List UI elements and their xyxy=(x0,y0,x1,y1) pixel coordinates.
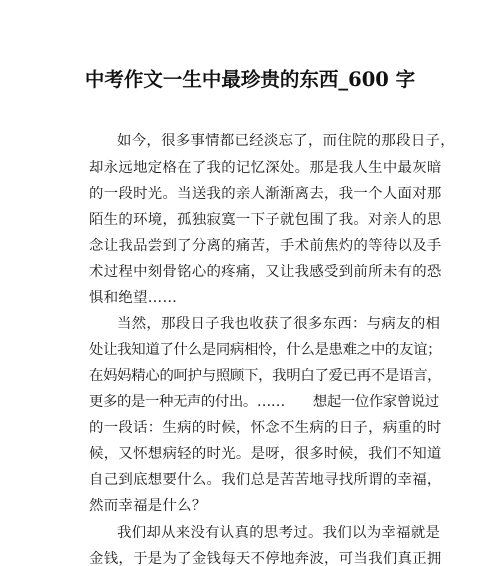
text-line: 念让我品尝到了分离的痛苦，手术前焦灼的等待以及手 xyxy=(89,238,442,254)
text-line: 处让我知道了什么是同病相怜，什么是患难之中的友谊； xyxy=(89,342,442,358)
text-line: 更多的是一种无声的付出。…… 想起一位作家曾说过 xyxy=(89,394,439,410)
text-line: 术过程中刻骨铭心的疼痛，又让我感受到前所未有的恐 xyxy=(89,264,442,280)
text-line: 当然，那段日子我也收获了很多东西：与病友的相 xyxy=(117,316,441,332)
text-line: 的一段话：生病的时候，怀念不生病的日子，病重的时 xyxy=(89,420,442,436)
text-line: 候，又怀想病轻的时光。是呀，很多时候，我们不知道 xyxy=(89,446,442,462)
text-line: 陌生的环境，孤独寂寞一下子就包围了我。对亲人的思 xyxy=(89,212,442,228)
text-line: 惧和绝望…… xyxy=(89,290,178,306)
document-title: 中考作文一生中最珍贵的东西_600 字 xyxy=(84,68,416,91)
text-line: 却永远地定格在了我的记忆深处。那是我人生中最灰暗 xyxy=(89,160,442,176)
text-line: 在妈妈精心的呵护与照顾下，我明白了爱已再不是语言， xyxy=(89,368,442,384)
text-line: 如今，很多事情都已经淡忘了，而住院的那段日子， xyxy=(117,133,455,149)
text-line: 金钱，于是为了金钱每天不停地奔波，可当我们真正拥 xyxy=(89,551,442,566)
text-line: 的一段时光。当送我的亲人渐渐离去，我一个人面对那 xyxy=(89,186,442,202)
text-line: 然而幸福是什么？ xyxy=(89,498,207,514)
text-line: 自己到底想要什么。我们总是苦苦地寻找所谓的幸福， xyxy=(89,472,442,488)
text-line: 我们却从来没有认真的思考过。我们以为幸福就是 xyxy=(117,525,441,541)
